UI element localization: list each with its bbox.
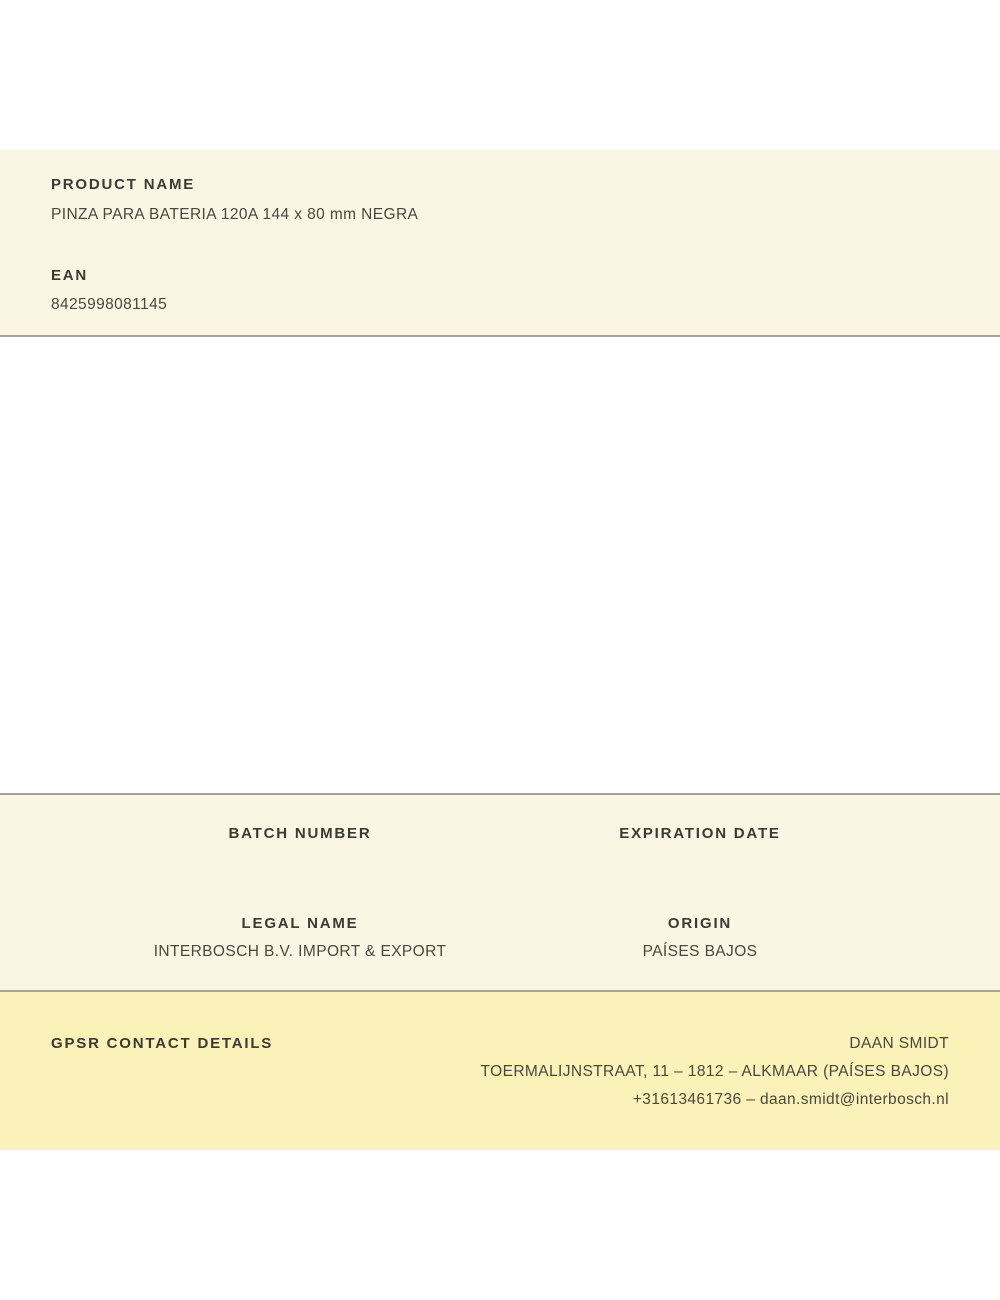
legal-name-label: LEGAL NAME (241, 915, 359, 932)
expiration-date-label: EXPIRATION DATE (619, 825, 781, 842)
product-name-value: PINZA PARA BATERIA 120A 144 x 80 mm NEGRA (51, 206, 419, 223)
legal-name-value: INTERBOSCH B.V. IMPORT & EXPORT (153, 943, 447, 960)
gpsr-contact-name: DAAN SMIDT (849, 1035, 949, 1052)
origin-value: PAÍSES BAJOS (642, 943, 758, 960)
gpsr-contact-block (481, 1034, 949, 1118)
ean-label: EAN (51, 267, 89, 284)
gpsr-contact-details-label: GPSR CONTACT DETAILS (51, 1035, 274, 1052)
ean-value: 8425998081145 (51, 296, 168, 313)
gpsr-contact-phone-email: +31613461736 – daan.smidt@interbosch.nl (632, 1091, 949, 1108)
gpsr-contact-address: TOERMALIJNSTRAAT, 11 – 1812 – ALKMAAR (PAÍSES BAJOS) (480, 1063, 949, 1080)
gpsr-section (0, 992, 1000, 1150)
batch-number-label: BATCH NUMBER (228, 825, 372, 842)
origin-label: ORIGIN (667, 915, 733, 932)
product-section (0, 150, 1000, 337)
product-name-label: PRODUCT NAME (51, 176, 196, 193)
details-section (0, 793, 1000, 992)
